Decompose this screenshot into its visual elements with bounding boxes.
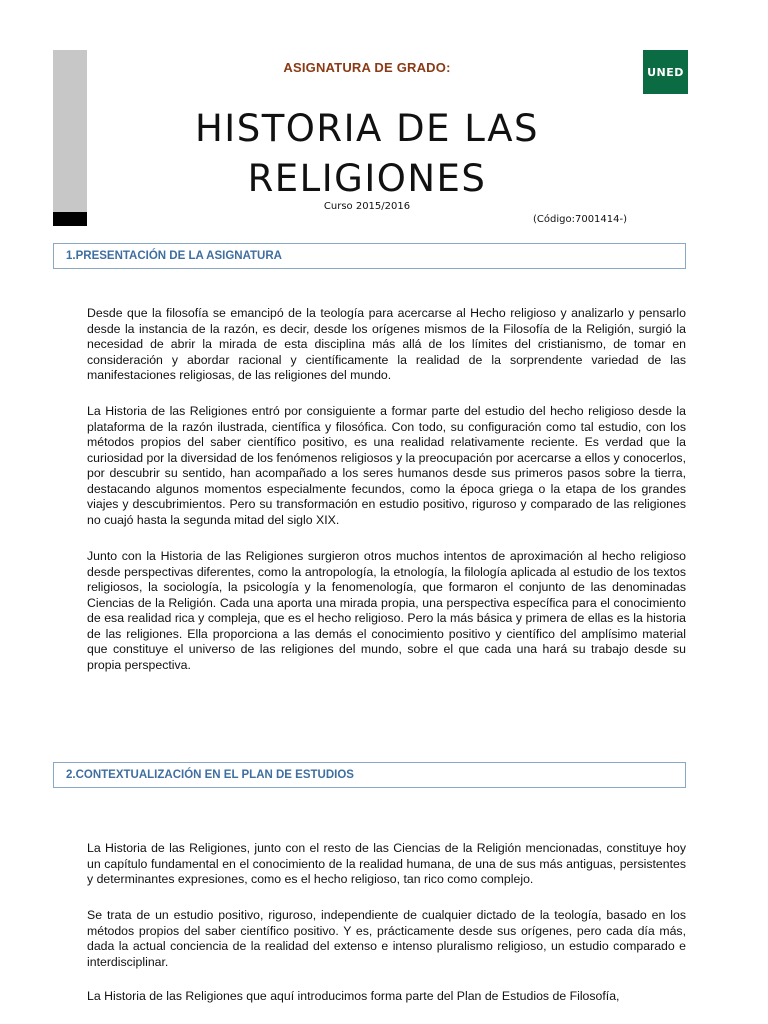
title-line-1: HISTORIA DE LAS xyxy=(194,107,540,150)
page-title xyxy=(0,104,734,204)
decorative-black-bar xyxy=(53,212,87,226)
paragraph: Junto con la Historia de las Religiones surgieron otros muchos intentos de aproximación al hecho religioso desde perspectivas diferentes, como la antropología, la etnología, la filología aplicada al estudio de los textos religiosos, la sociología, la psicología y la fenomenología, que formaron el conjunto de las denominadas Ciencias de la Religión. Cada una aporta una mirada propia, una perspectiva específica para el conocimiento de esa realidad rica y compleja, que es el hecho religioso. Pero la más básica y primera de ellas es la historia de las religiones. Ella proporciona a las demás el conocimiento positivo y científico del amplísimo material que constituye el universo de las religiones del mundo, sobre el que cada una hará su trabajo desde su propia perspectiva. xyxy=(87,549,686,672)
paragraph: Se trata de un estudio positivo, riguroso, independiente de cualquier dictado de la teología, basado en los métodos propios del saber científico positivo. Y es, prácticamente desde sus orígenes, pero cada día más, dada la actual conciencia de la realidad del extenso e intenso pluralismo religioso, un estudio comparado e interdisciplinar. xyxy=(87,908,686,969)
paragraph: Desde que la filosofía se emancipó de la teología para acercarse al Hecho religioso y analizarlo y pensarlo desde la instancia de la razón, es decir, desde los orígenes mismos de la Filosofía de la Religión, surgió la necesidad de abrir la mirada de esta disciplina más allá de los límites del cristianismo, de tomar en consideración y abordar racional y científicamente la realidad de la sorprendente variedad de las manifestaciones religiosas, de las religiones del mundo. xyxy=(87,306,686,382)
course-year: Curso 2015/2016 xyxy=(323,201,411,212)
paragraph: La Historia de las Religiones entró por consiguiente a formar parte del estudio del hecho religioso desde la plataforma de la razón ilustrada, científica y filosófica. Con todo, su configuración como tal estudio, con los métodos propios del saber científico positivo, es una realidad relativamente reciente. Es verdad que la curiosidad por la diversidad de los fenómenos religiosos y la preocupación por acercarse a ellos y conocerlos, por descubrir su sentido, han acompañado a los seres humanos desde sus primeros pasos sobre la tierra, destacando algunos momentos especialmente fecundos, como la época griega o la etapa de los grandes viajes y descubrimientos. Pero su transformación en estudio positivo, riguroso y comparado de las religiones no cuajó hasta la segunda mitad del siglo XIX. xyxy=(87,404,686,527)
section-heading-contextualizacion: 2.CONTEXTUALIZACIÓN EN EL PLAN DE ESTUDIOS xyxy=(53,762,686,788)
paragraph: La Historia de las Religiones, junto con el resto de las Ciencias de la Religión mencionadas, constituye hoy un capítulo fundamental en el conocimiento de la realidad humana, de una de sus más antiguas, persistentes y determinantes expresiones, como es el hecho religioso, tan rico como complejo. xyxy=(87,841,686,886)
subject-code: (Código:7001414-) xyxy=(533,214,628,225)
uned-logo: UNED xyxy=(643,50,688,94)
paragraph: La Historia de las Religiones que aquí introducimos forma parte del Plan de Estudios de Filosofía, xyxy=(87,989,620,1003)
subject-label: ASIGNATURA DE GRADO: xyxy=(283,60,451,75)
title-line-2: RELIGIONES xyxy=(247,157,487,200)
section-heading-presentacion: 1.PRESENTACIÓN DE LA ASIGNATURA xyxy=(53,243,686,269)
